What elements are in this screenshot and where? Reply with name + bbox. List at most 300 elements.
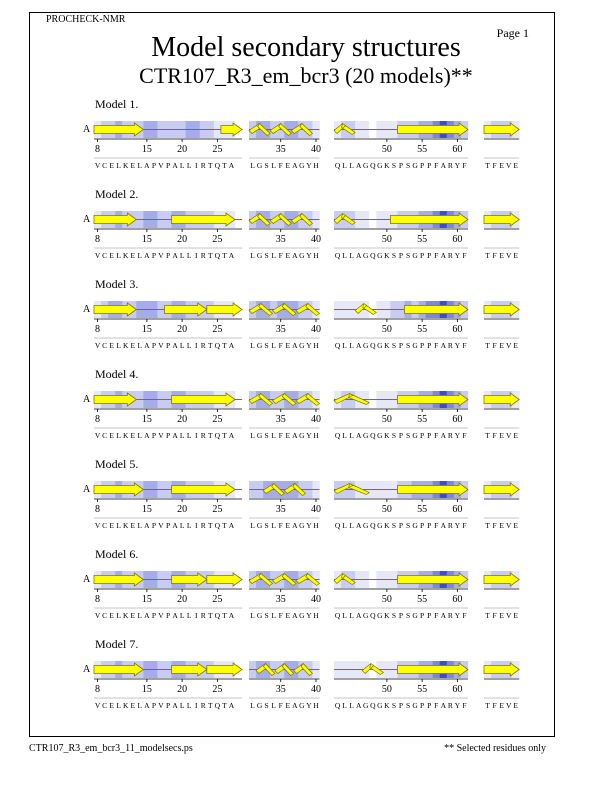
residue-letter: P <box>151 701 157 710</box>
structure-track <box>0 481 612 541</box>
residue-letter: A <box>228 701 235 710</box>
residue-letter: G <box>377 701 383 710</box>
residue-letter: L <box>342 341 347 350</box>
residue-letter: G <box>256 611 263 620</box>
residue-letter: P <box>420 161 425 170</box>
residue-letter: G <box>412 341 418 350</box>
tick-label: 50 <box>381 234 392 245</box>
residue-letter: A <box>172 251 178 260</box>
residue-letter: C <box>102 431 108 440</box>
residue-letter: Q <box>370 701 376 710</box>
residue-letter: L <box>186 701 192 710</box>
tick-label: 15 <box>141 594 152 605</box>
residue-letter: E <box>513 251 519 260</box>
residue-letter: L <box>250 251 255 260</box>
residue-letter: E <box>109 521 114 530</box>
residue-letter: P <box>398 431 404 440</box>
residue-letter: L <box>179 701 185 710</box>
residue-letter: A <box>228 611 235 620</box>
residue-letter: S <box>391 161 397 170</box>
residue-letter: V <box>505 521 512 530</box>
residue-letter: K <box>123 521 129 530</box>
tick-label: 8 <box>95 414 101 425</box>
residue-letter: R <box>200 161 206 170</box>
residue-letter: L <box>179 611 185 620</box>
residue-letter: A <box>440 521 446 530</box>
tick-label: 25 <box>212 144 223 155</box>
residue-letter: T <box>208 251 213 260</box>
residue-letter: F <box>492 521 497 530</box>
residue-letter: A <box>172 431 178 440</box>
residue-letter: E <box>513 521 519 530</box>
residue-letter: P <box>151 341 157 350</box>
residue-letter: T <box>208 521 213 530</box>
residue-letter: Q <box>214 521 221 530</box>
residue-letter: E <box>130 341 136 350</box>
residue-letter: E <box>285 251 291 260</box>
residue-letter: R <box>200 251 206 260</box>
residue-letter: K <box>123 701 129 710</box>
residue-letter: L <box>342 701 347 710</box>
residue-letter: I <box>194 251 198 260</box>
residue-letter: G <box>299 251 305 260</box>
residue-letter: H <box>313 521 319 530</box>
residue-letter: A <box>440 251 446 260</box>
residue-letter: G <box>412 161 418 170</box>
tick-label: 40 <box>310 144 321 155</box>
residue-letter: L <box>179 251 185 260</box>
tick-label: 60 <box>452 234 463 245</box>
model-label: Model 7. <box>95 637 139 651</box>
structure-track <box>0 391 612 451</box>
chain-id: A <box>83 394 91 405</box>
residue-letter: L <box>250 701 255 710</box>
residue-letter: R <box>200 431 206 440</box>
residue-letter: S <box>264 611 269 620</box>
residue-letter: A <box>172 611 178 620</box>
residue-letter: F <box>434 161 439 170</box>
residue-letter: H <box>313 341 319 350</box>
residue-letter: V <box>505 431 512 440</box>
residue-letter: T <box>485 611 490 620</box>
residue-letter: Q <box>370 611 376 620</box>
residue-letter: E <box>130 251 136 260</box>
residue-letter: T <box>485 341 490 350</box>
residue-letter: K <box>384 341 390 350</box>
tick-label: 15 <box>141 234 152 245</box>
residue-letter: E <box>109 341 114 350</box>
residue-letter: F <box>492 701 497 710</box>
residue-letter: P <box>165 701 171 710</box>
tick-label: 20 <box>177 234 188 245</box>
residue-letter: F <box>278 611 283 620</box>
residue-letter: G <box>299 611 305 620</box>
residue-letter: F <box>462 161 467 170</box>
residue-letter: P <box>165 521 171 530</box>
residue-letter: S <box>405 341 411 350</box>
tick-label: 40 <box>310 414 321 425</box>
residue-letter: S <box>264 251 269 260</box>
residue-letter: A <box>144 521 150 530</box>
residue-letter: A <box>440 611 446 620</box>
residue-letter: F <box>462 341 467 350</box>
residue-letter: V <box>158 431 164 440</box>
residue-letter: L <box>116 341 121 350</box>
residue-letter: K <box>384 251 390 260</box>
residue-letter: K <box>384 611 390 620</box>
residue-letter: V <box>158 521 164 530</box>
residue-letter: P <box>427 251 432 260</box>
residue-letter: P <box>165 341 171 350</box>
residue-letter: Y <box>454 701 461 710</box>
residue-letter: H <box>313 611 319 620</box>
residue-letter: S <box>264 431 269 440</box>
residue-letter: F <box>492 161 497 170</box>
tick-label: 20 <box>177 144 188 155</box>
residue-letter: G <box>256 431 263 440</box>
tick-label: 35 <box>275 504 286 515</box>
residue-letter: S <box>391 251 397 260</box>
residue-letter: L <box>349 431 354 440</box>
residue-letter: F <box>462 431 467 440</box>
residue-letter: F <box>462 611 467 620</box>
residue-letter: G <box>363 701 369 710</box>
page-title: Model secondary structures <box>151 32 461 63</box>
residue-letter: A <box>292 701 298 710</box>
residue-letter: K <box>123 161 129 170</box>
tick-label: 40 <box>310 234 321 245</box>
residue-letter: S <box>405 701 411 710</box>
residue-letter: P <box>420 341 425 350</box>
residue-letter: I <box>194 431 198 440</box>
structure-track <box>0 211 612 271</box>
tick-label: 35 <box>275 324 286 335</box>
residue-letter: L <box>342 251 347 260</box>
residue-letter: S <box>405 431 411 440</box>
residue-letter: L <box>179 341 185 350</box>
residue-letter: C <box>102 341 108 350</box>
page-subtitle: CTR107_R3_em_bcr3 (20 models)** <box>139 63 473 88</box>
residue-letter: F <box>278 431 283 440</box>
tick-label: 40 <box>310 504 321 515</box>
tick-label: 60 <box>452 414 463 425</box>
tick-label: 8 <box>95 684 101 695</box>
residue-letter: A <box>228 251 235 260</box>
tick-label: 60 <box>452 594 463 605</box>
residue-letter: P <box>398 521 404 530</box>
residue-letter: P <box>151 431 157 440</box>
residue-letter: R <box>447 431 453 440</box>
residue-letter: V <box>505 251 512 260</box>
residue-letter: G <box>299 161 305 170</box>
residue-letter: L <box>186 431 192 440</box>
tick-label: 25 <box>212 504 223 515</box>
residue-letter: G <box>256 161 263 170</box>
residue-letter: A <box>144 341 150 350</box>
residue-letter: E <box>130 611 136 620</box>
residue-letter: E <box>513 161 519 170</box>
residue-letter: A <box>228 431 235 440</box>
residue-letter: G <box>299 341 305 350</box>
residue-letter: L <box>186 161 192 170</box>
residue-letter: P <box>165 431 171 440</box>
residue-letter: C <box>102 161 108 170</box>
residue-letter: V <box>158 341 164 350</box>
residue-letter: L <box>349 161 354 170</box>
residue-letter: L <box>116 521 121 530</box>
residue-letter: F <box>434 431 439 440</box>
residue-letter: Q <box>334 431 341 440</box>
tick-label: 8 <box>95 324 101 335</box>
residue-letter: T <box>222 701 227 710</box>
residue-letter: A <box>172 161 178 170</box>
residue-letter: P <box>165 611 171 620</box>
residue-letter: S <box>405 161 411 170</box>
residue-letter: P <box>165 161 171 170</box>
tick-label: 25 <box>212 594 223 605</box>
residue-letter: A <box>228 341 235 350</box>
residue-letter: V <box>94 251 101 260</box>
residue-letter: Y <box>306 521 312 530</box>
residue-letter: L <box>271 431 276 440</box>
residue-letter: A <box>172 521 178 530</box>
residue-letter: F <box>434 341 439 350</box>
residue-letter: S <box>264 521 269 530</box>
residue-letter: P <box>398 341 404 350</box>
tick-label: 35 <box>275 414 286 425</box>
residue-letter: L <box>250 611 255 620</box>
residue-letter: L <box>179 161 185 170</box>
residue-letter: K <box>123 251 129 260</box>
structure-track <box>0 661 612 721</box>
residue-letter: F <box>278 341 283 350</box>
tick-label: 25 <box>212 414 223 425</box>
program-name: PROCHECK-NMR <box>46 14 126 25</box>
residue-letter: V <box>505 611 512 620</box>
residue-letter: R <box>447 701 453 710</box>
tick-label: 60 <box>452 504 463 515</box>
residue-letter: A <box>228 521 235 530</box>
residue-letter: L <box>349 251 354 260</box>
residue-letter: L <box>271 701 276 710</box>
residue-letter: S <box>264 701 269 710</box>
residue-letter: E <box>499 251 504 260</box>
residue-letter: L <box>186 521 192 530</box>
chain-id: A <box>83 214 91 225</box>
residue-letter: R <box>200 611 206 620</box>
residue-letter: L <box>137 161 143 170</box>
structure-track <box>0 121 612 181</box>
residue-letter: F <box>462 701 467 710</box>
residue-letter: G <box>256 251 263 260</box>
residue-letter: L <box>271 611 276 620</box>
residue-letter: T <box>222 251 227 260</box>
residue-letter: C <box>102 251 108 260</box>
residue-letter: E <box>499 161 504 170</box>
model-label: Model 2. <box>95 187 139 201</box>
residue-letter: P <box>420 701 425 710</box>
residue-letter: L <box>137 431 143 440</box>
tick-label: 55 <box>417 324 428 335</box>
residue-letter: G <box>256 701 263 710</box>
residue-letter: P <box>398 251 404 260</box>
tick-label: 15 <box>141 504 152 515</box>
tick-label: 35 <box>275 594 286 605</box>
residue-letter: L <box>342 521 347 530</box>
residue-letter: R <box>447 161 453 170</box>
residue-letter: T <box>208 161 213 170</box>
residue-letter: G <box>377 611 383 620</box>
residue-letter: Y <box>306 341 312 350</box>
residue-letter: S <box>391 701 397 710</box>
residue-letter: E <box>285 431 291 440</box>
residue-letter: L <box>250 161 255 170</box>
residue-letter: Q <box>370 251 376 260</box>
residue-letter: K <box>384 701 390 710</box>
residue-letter: F <box>492 341 497 350</box>
residue-letter: T <box>208 701 213 710</box>
residue-letter: Y <box>454 611 461 620</box>
residue-letter: Q <box>334 161 341 170</box>
residue-letter: F <box>434 611 439 620</box>
footer-note: ** Selected residues only <box>444 743 546 754</box>
residue-letter: G <box>412 611 418 620</box>
residue-letter: A <box>172 341 178 350</box>
residue-letter: Y <box>454 161 461 170</box>
residue-letter: I <box>194 341 198 350</box>
residue-letter: V <box>94 701 101 710</box>
residue-letter: P <box>398 701 404 710</box>
residue-letter: P <box>427 521 432 530</box>
chain-id: A <box>83 574 91 585</box>
residue-letter: A <box>292 161 298 170</box>
residue-letter: A <box>144 611 150 620</box>
residue-letter: Y <box>306 161 312 170</box>
residue-letter: V <box>158 161 164 170</box>
residue-letter: E <box>130 161 136 170</box>
tick-label: 60 <box>452 144 463 155</box>
residue-letter: T <box>222 341 227 350</box>
tick-label: 60 <box>452 684 463 695</box>
tick-label: 15 <box>141 414 152 425</box>
tick-label: 40 <box>310 594 321 605</box>
chain-id: A <box>83 124 91 135</box>
residue-letter: L <box>342 611 347 620</box>
residue-letter: G <box>412 431 418 440</box>
residue-letter: A <box>292 611 298 620</box>
tick-label: 50 <box>381 684 392 695</box>
tick-label: 40 <box>310 324 321 335</box>
tick-label: 25 <box>212 324 223 335</box>
residue-letter: A <box>292 431 298 440</box>
residue-letter: E <box>109 161 114 170</box>
residue-letter: E <box>285 611 291 620</box>
residue-letter: A <box>355 611 362 620</box>
residue-letter: Q <box>214 611 221 620</box>
tick-label: 50 <box>381 504 392 515</box>
tick-label: 8 <box>95 594 101 605</box>
model-label: Model 1. <box>95 97 139 111</box>
residue-letter: G <box>377 341 383 350</box>
tick-label: 55 <box>417 504 428 515</box>
residue-letter: S <box>391 521 397 530</box>
tick-label: 8 <box>95 234 101 245</box>
residue-letter: L <box>349 521 354 530</box>
residue-letter: P <box>165 251 171 260</box>
residue-letter: L <box>349 701 354 710</box>
residue-letter: P <box>420 431 425 440</box>
residue-letter: A <box>144 701 150 710</box>
residue-letter: S <box>264 341 269 350</box>
tick-label: 15 <box>141 324 152 335</box>
residue-letter: Q <box>334 611 341 620</box>
residue-letter: P <box>427 431 432 440</box>
residue-letter: P <box>151 521 157 530</box>
residue-letter: L <box>179 521 185 530</box>
residue-letter: K <box>123 611 129 620</box>
residue-letter: S <box>391 341 397 350</box>
residue-letter: S <box>405 521 411 530</box>
tick-label: 15 <box>141 684 152 695</box>
residue-letter: Y <box>454 521 461 530</box>
residue-letter: L <box>179 431 185 440</box>
tick-label: 35 <box>275 234 286 245</box>
residue-letter: P <box>398 611 404 620</box>
residue-letter: E <box>130 521 136 530</box>
residue-letter: F <box>278 251 283 260</box>
tick-label: 20 <box>177 414 188 425</box>
residue-letter: L <box>342 431 347 440</box>
residue-letter: E <box>499 701 504 710</box>
residue-letter: K <box>384 161 390 170</box>
residue-letter: L <box>116 161 121 170</box>
residue-letter: L <box>250 341 255 350</box>
residue-letter: F <box>278 161 283 170</box>
tick-label: 50 <box>381 414 392 425</box>
residue-letter: I <box>194 521 198 530</box>
residue-letter: H <box>313 251 319 260</box>
chain-id: A <box>83 484 91 495</box>
residue-letter: L <box>342 161 347 170</box>
residue-letter: L <box>271 341 276 350</box>
residue-letter: P <box>151 611 157 620</box>
residue-letter: Q <box>334 521 341 530</box>
residue-letter: S <box>405 611 411 620</box>
residue-letter: G <box>412 701 418 710</box>
tick-label: 35 <box>275 684 286 695</box>
residue-letter: F <box>434 521 439 530</box>
residue-letter: G <box>363 521 369 530</box>
tick-label: 20 <box>177 684 188 695</box>
tick-label: 55 <box>417 234 428 245</box>
residue-letter: H <box>313 161 319 170</box>
residue-letter: G <box>377 521 383 530</box>
residue-letter: K <box>384 431 390 440</box>
residue-letter: A <box>355 161 362 170</box>
residue-letter: A <box>144 251 150 260</box>
residue-letter: K <box>384 521 390 530</box>
residue-letter: V <box>94 521 101 530</box>
residue-letter: E <box>513 611 519 620</box>
residue-letter: L <box>116 701 121 710</box>
residue-letter: L <box>137 521 143 530</box>
residue-letter: V <box>158 611 164 620</box>
residue-letter: S <box>391 611 397 620</box>
residue-letter: S <box>264 161 269 170</box>
residue-letter: F <box>462 251 467 260</box>
residue-letter: P <box>151 161 157 170</box>
residue-letter: T <box>222 431 227 440</box>
